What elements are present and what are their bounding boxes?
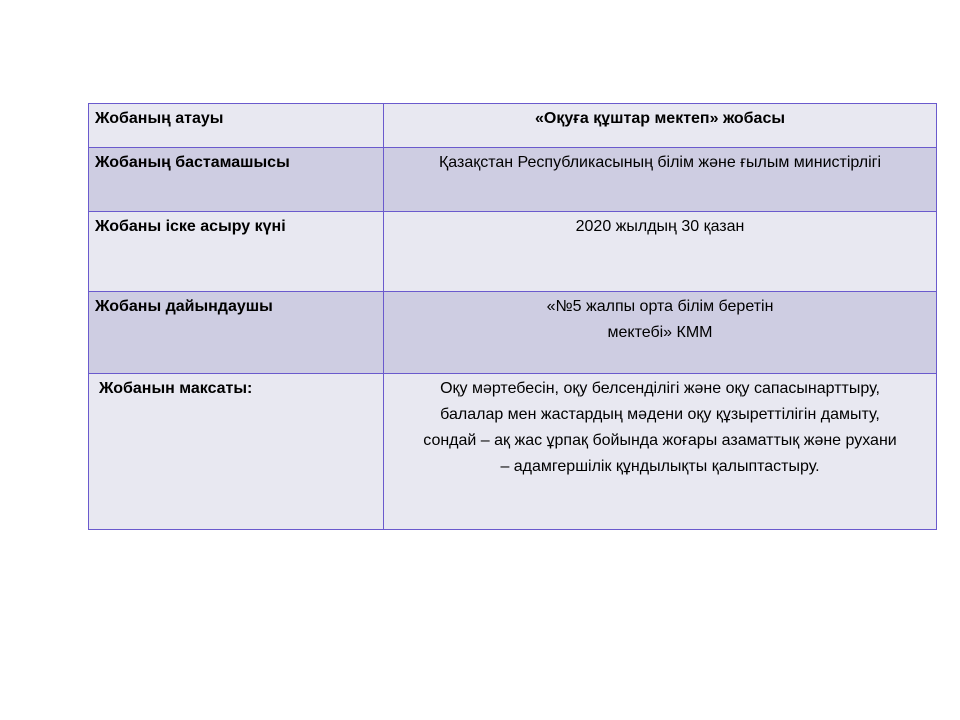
value-line: «№5 жалпы орта білім беретін [546, 298, 774, 315]
row-label: Жобаның атауы [89, 104, 384, 148]
value-line: «Оқуға құштар мектеп» жобасы [535, 110, 785, 127]
row-label [89, 374, 384, 530]
row-value [384, 148, 937, 212]
row-label: Жобаны дайындаушы [89, 292, 384, 374]
row-value [384, 374, 937, 530]
table-row-project-name [89, 104, 937, 148]
value-line: балалар мен жастардың мәдени оқу құзыреттілігін дамыту, [440, 406, 880, 423]
row-label: Жобаның бастамашысы [89, 148, 384, 212]
row-label: Жобаны іске асыру күні [89, 212, 384, 292]
project-info-table [88, 103, 937, 530]
table-row-implementation-date [89, 212, 937, 292]
row-label-text: Жобанын максаты: [99, 380, 253, 397]
table-row-developer [89, 292, 937, 374]
value-line: 2020 жылдың 30 қазан [575, 218, 745, 235]
value-line: Оқу мәртебесін, оқу белсенділігі және оқу сапасынарттыру, [440, 380, 880, 397]
row-value [384, 104, 937, 148]
value-line: мектебі» КММ [607, 324, 713, 341]
row-value [384, 212, 937, 292]
table-row-initiator [89, 148, 937, 212]
value-line: сондай – ақ жас ұрпақ бойында жоғары азаматтық және рухани [423, 432, 897, 449]
value-line: Қазақстан Республикасының білім және ғылым министірлігі [438, 154, 882, 171]
value-line: – адамгершілік құндылықты қалыптастыру. [500, 458, 820, 475]
row-value [384, 292, 937, 374]
table-row-goal [89, 374, 937, 530]
